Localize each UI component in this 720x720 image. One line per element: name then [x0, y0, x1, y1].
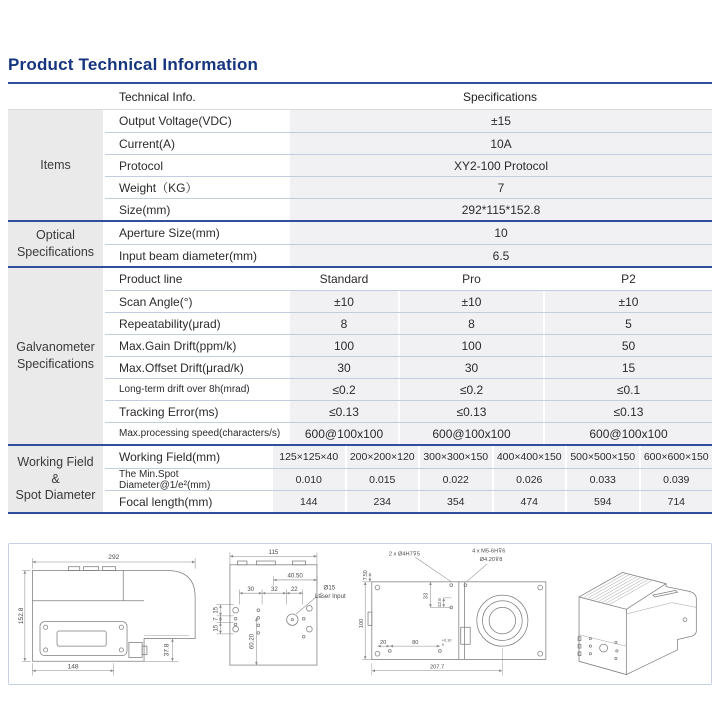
value-cell: ≤0.13	[545, 401, 712, 422]
value-cell: ≤0.1	[545, 379, 712, 400]
page-title: Product Technical Information	[8, 55, 259, 74]
value-cell: ±10	[545, 291, 712, 312]
table-row	[105, 468, 712, 490]
value-cell: 6.5	[290, 245, 712, 266]
value-cell: XY2-100 Protocol	[290, 155, 712, 176]
value-cell: 600@100x100	[545, 423, 712, 444]
row-label: Scan Angle(°)	[105, 291, 288, 312]
table-header-row	[8, 84, 712, 109]
dimension-label: 15	[212, 606, 220, 614]
table-row	[105, 334, 712, 356]
table-section	[8, 220, 712, 266]
row-label: Aperture Size(mm)	[105, 222, 288, 244]
table-row	[105, 132, 712, 154]
row-label: Long-term drift over 8h(mrad)	[105, 379, 288, 400]
dimension-label: 115	[268, 548, 278, 556]
bottom-view-outline	[368, 582, 546, 660]
iso-view-outline	[578, 572, 696, 674]
table-row	[105, 490, 712, 512]
value-cell: 600@100x100	[290, 423, 398, 444]
rear-view-drawing	[207, 544, 355, 684]
laser-input-diameter-label: Ø15	[323, 584, 335, 592]
table-section	[8, 444, 712, 512]
value-cell: 30	[400, 357, 543, 378]
value-cell: 0.039	[641, 469, 713, 490]
value-cell: 10A	[290, 133, 712, 154]
table-row	[105, 176, 712, 198]
technical-drawings-panel	[8, 543, 712, 685]
table-section	[8, 109, 712, 220]
value-cell: 8	[400, 313, 543, 334]
table-row	[105, 198, 712, 220]
value-cell: 594	[567, 491, 639, 512]
section-group-label: Working Field & Spot Diameter	[8, 446, 103, 512]
table-row	[105, 446, 712, 468]
value-cell: 100	[290, 335, 398, 356]
table-row	[105, 244, 712, 266]
side-view-dimension-lines	[22, 558, 195, 675]
tap-note: 4 x M5-6H⊽6	[472, 548, 506, 555]
dimension-label: 7	[212, 617, 220, 621]
value-cell: 234	[347, 491, 419, 512]
value-cell: Standard	[290, 268, 398, 290]
table-header-specifications: Specifications	[462, 89, 538, 104]
tolerance-lower: 0	[442, 643, 445, 648]
side-view-drawing	[14, 544, 206, 684]
dimension-label: 100	[359, 618, 366, 629]
dimension-label: 80	[412, 639, 419, 646]
dimension-label: 37.8	[163, 643, 171, 657]
value-cell: ≤0.2	[290, 379, 398, 400]
dimension-label: 30	[246, 585, 254, 593]
dimension-label: 32	[270, 585, 278, 593]
row-label: Focal length(mm)	[105, 491, 271, 512]
value-cell: ≤0.13	[290, 401, 398, 422]
drill-note: 2 x Ø4H7⊽5	[389, 551, 421, 558]
value-cell: 474	[494, 491, 566, 512]
dimension-label: 148	[67, 663, 79, 671]
dimension-label: 7.50	[363, 570, 370, 581]
value-cell: 600×600×150	[641, 446, 713, 468]
value-cell: 0.033	[567, 469, 639, 490]
row-label: Input beam diameter(mm)	[105, 245, 288, 266]
table-row	[105, 400, 712, 422]
value-cell: ±15	[290, 110, 712, 132]
row-label: Output Voltage(VDC)	[105, 110, 288, 132]
section-group-label: Optical Specifications	[8, 222, 103, 266]
row-label: Protocol	[105, 155, 288, 176]
row-label: Weight（KG）	[105, 177, 288, 198]
row-label: Repeatability(μrad)	[105, 313, 288, 334]
side-view-outline	[32, 567, 195, 662]
dimension-label: 20	[380, 639, 387, 646]
bottom-view-drawing	[355, 544, 557, 684]
value-cell: P2	[545, 268, 712, 290]
dimension-label: 292	[108, 554, 120, 562]
value-cell: 15	[545, 357, 712, 378]
table-row	[105, 290, 712, 312]
value-cell: 714	[641, 491, 713, 512]
table-row	[105, 356, 712, 378]
value-cell: 0.010	[273, 469, 345, 490]
table-row	[105, 154, 712, 176]
row-label: Max.processing speed(characters/s)	[105, 423, 288, 444]
value-cell: ±10	[290, 291, 398, 312]
dimension-label: 152.8	[17, 607, 25, 625]
row-label: Tracking Error(ms)	[105, 401, 288, 422]
table-row	[105, 378, 712, 400]
dimension-label: 33	[423, 592, 430, 600]
value-cell: 200×200×120	[347, 446, 419, 468]
bottom-view-dimension-labels	[359, 548, 506, 671]
value-cell: 10	[290, 222, 712, 244]
row-label: Max.Offset Drift(μrad/k)	[105, 357, 288, 378]
table-section	[8, 266, 712, 444]
table-header-technical-info: Technical Info.	[119, 89, 196, 104]
value-cell: 100	[400, 335, 543, 356]
row-label: Size(mm)	[105, 199, 288, 220]
value-cell: 500×500×150	[567, 446, 639, 468]
value-cell: 144	[273, 491, 345, 512]
table-row	[105, 312, 712, 334]
value-cell: 292*115*152.8	[290, 199, 712, 220]
laser-input-label: Laser Input	[314, 592, 346, 600]
dimension-label: 15	[212, 624, 220, 632]
value-cell: 5	[545, 313, 712, 334]
value-cell: ≤0.2	[400, 379, 543, 400]
dimension-label: 40.50	[287, 572, 303, 580]
row-label: Product line	[105, 268, 288, 290]
table-row	[105, 422, 712, 444]
row-label: Max.Gain Drift(ppm/k)	[105, 335, 288, 356]
value-cell: 300×300×150	[420, 446, 492, 468]
table-row	[105, 222, 712, 244]
spec-table	[8, 84, 712, 514]
table-row	[105, 268, 712, 290]
value-cell: 0.022	[420, 469, 492, 490]
value-cell: 30	[290, 357, 398, 378]
row-label: The Min.Spot Diameter@1/e²(mm)	[105, 469, 271, 490]
bottom-view-dimension-lines	[363, 557, 503, 675]
dimension-label: 60.20	[248, 633, 256, 650]
value-cell: 354	[420, 491, 492, 512]
value-cell: 50	[545, 335, 712, 356]
dimension-label: 12.6	[438, 598, 444, 608]
value-cell: 0.026	[494, 469, 566, 490]
section-group-label: Galvanometer Specifications	[8, 268, 103, 444]
drill-depth-note: Ø4.20⊽8	[479, 557, 503, 564]
section-group-label: Items	[8, 110, 103, 220]
value-cell: ±10	[400, 291, 543, 312]
table-row	[105, 110, 712, 132]
value-cell: Pro	[400, 268, 543, 290]
dimension-label: 207.7	[430, 664, 445, 671]
value-cell: 600@100x100	[400, 423, 543, 444]
value-cell: 400×400×150	[494, 446, 566, 468]
row-label: Working Field(mm)	[105, 446, 271, 468]
tolerance-upper: +0.10	[442, 638, 452, 643]
value-cell: ≤0.13	[400, 401, 543, 422]
value-cell: 8	[290, 313, 398, 334]
row-label: Current(A)	[105, 133, 288, 154]
value-cell: 125×125×40	[273, 446, 345, 468]
value-cell: 7	[290, 177, 712, 198]
table-body	[8, 109, 712, 512]
iso-view-drawing	[558, 544, 706, 684]
dimension-label: 22	[290, 585, 298, 593]
value-cell: 0.015	[347, 469, 419, 490]
